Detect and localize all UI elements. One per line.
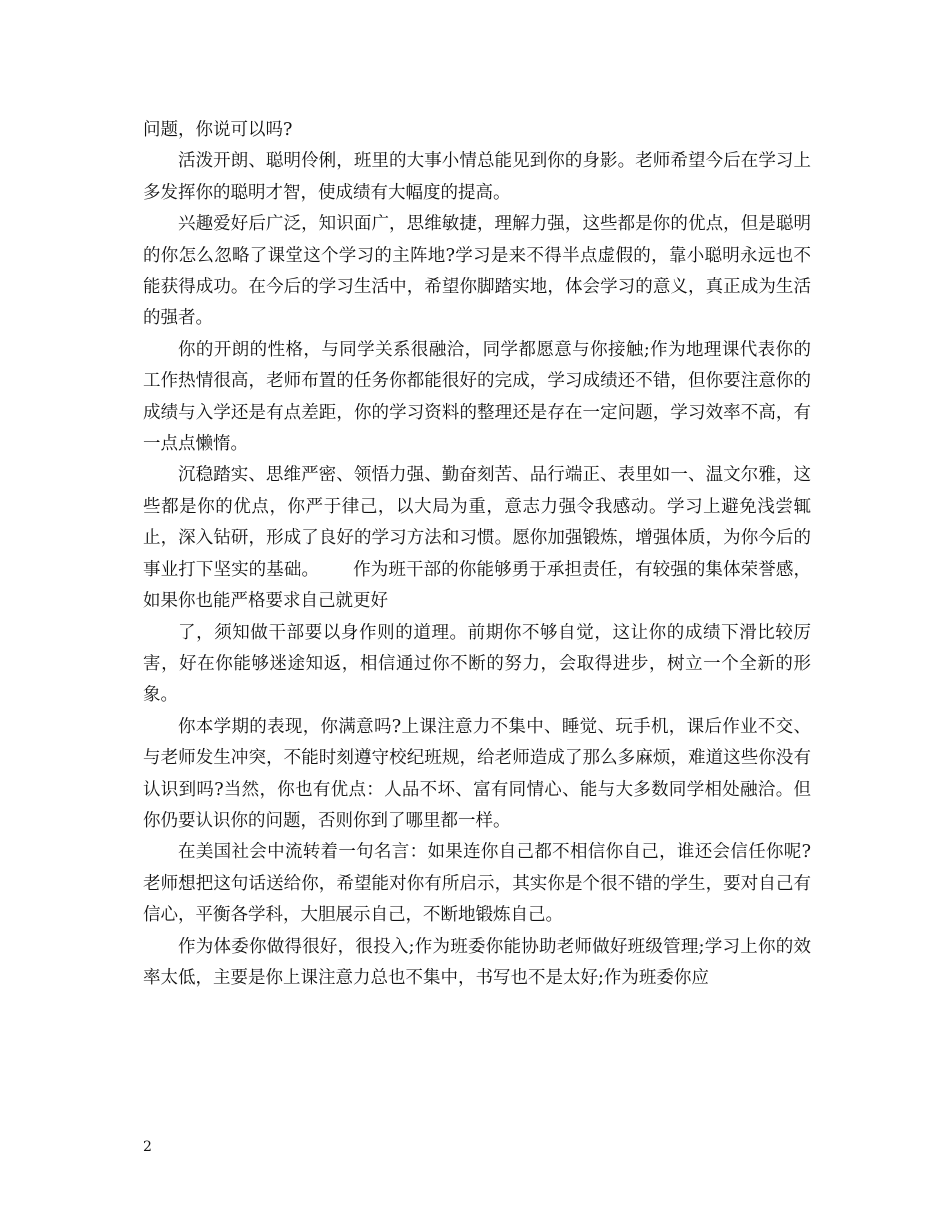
paragraph-6: 了，须知做干部要以身作则的道理。前期你不够自觉，这让你的成绩下滑比较厉害，好在你能够迷途知返，相信通过你不断的努力，会取得进步，树立一个全新的形象。: [143, 622, 811, 706]
body-text: [143, 115, 811, 994]
paragraph-5: 沉稳踏实、思维严密、领悟力强、勤奋刻苦、品行端正、表里如一、温文尔雅，这些都是你的优点，你严于律己，以大局为重，意志力强令我感动。学习上避免浅尝辄止，深入钻研，形成了良好的学习方法和习惯。愿你加强锻炼，增强体质，为你今后的事业打下坚实的基础。 作为班干部的你能够勇于承担责任，有较强的集体荣誉感，如果你也能严格要求自己就更好: [143, 465, 811, 612]
paragraph-3: 兴趣爱好后广泛，知识面广，思维敏捷，理解力强，这些都是你的优点，但是聪明的你怎么忽略了课堂这个学习的主阵地?学习是来不得半点虚假的，靠小聪明永远也不能获得成功。在今后的学习生活中，希望你脚踏实地，体会学习的意义，真正成为生活的强者。: [143, 214, 811, 329]
paragraph-2: 活泼开朗、聪明伶俐，班里的大事小情总能见到你的身影。老师希望今后在学习上多发挥你的聪明才智，使成绩有大幅度的提高。: [143, 151, 811, 203]
paragraph-1: 问题，你说可以吗?: [143, 120, 293, 140]
page-number: 2: [143, 1139, 152, 1155]
paragraph-8: 在美国社会中流转着一句名言：如果连你自己都不相信你自己，谁还会信任你呢?老师想把这句话送给你，希望能对你有所启示，其实你是个很不错的学生，要对自己有信心，平衡各学科，大胆展示自己，不断地锻炼自己。: [143, 842, 811, 926]
paragraph-7: 你本学期的表现，你满意吗?上课注意力不集中、睡觉、玩手机，课后作业不交、与老师发生冲突，不能时刻遵守校纪班规，给老师造成了那么多麻烦，难道这些你没有认识到吗?当然，你也有优点：人品不坏、富有同情心、能与大多数同学相处融洽。但你仍要认识你的问题，否则你到了哪里都一样。: [143, 716, 811, 831]
paragraph-4: 你的开朗的性格，与同学关系很融洽，同学都愿意与你接触;作为地理课代表你的工作热情很高，老师布置的任务你都能很好的完成，学习成绩还不错，但你要注意你的成绩与入学还是有点差距，你的学习资料的整理还是存在一定问题，学习效率不高，有一点点懒惰。: [143, 339, 811, 455]
paragraph-9: 作为体委你做得很好，很投入;作为班委你能协助老师做好班级管理;学习上你的效率太低，主要是你上课注意力总也不集中，书写也不是太好;作为班委你应: [143, 936, 811, 988]
